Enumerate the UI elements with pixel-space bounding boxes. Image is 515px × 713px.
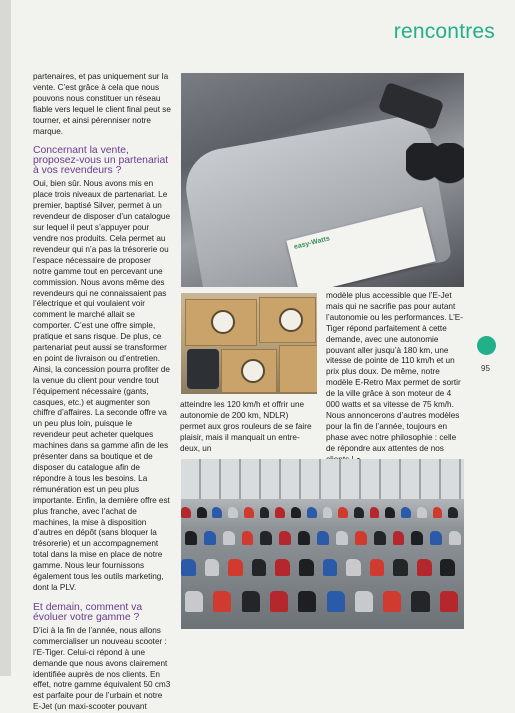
shipping-box xyxy=(185,299,257,346)
photo-scooter-keys xyxy=(181,73,464,287)
page-marker-dot xyxy=(477,336,496,355)
page-gutter xyxy=(0,0,11,676)
text-column-3 xyxy=(326,291,464,466)
scooter-icon xyxy=(197,507,207,518)
scooter-icon xyxy=(401,507,411,518)
scooter-icon xyxy=(370,507,380,518)
paragraph: atteindre les 120 km/h et offrir une autonomie de 200 km, NDLR) permet aux gros rouleurs de se faire plaisir, mais il manquait un entre-deux, un xyxy=(180,400,312,453)
page-number: 95 xyxy=(481,364,490,373)
card-brand-logo: easy-Watts xyxy=(293,235,331,251)
scooter-icon xyxy=(323,559,338,576)
brand-logo-icon xyxy=(241,359,265,383)
brand-logo-icon xyxy=(279,308,303,332)
answer-paragraph: Oui, bien sûr. Nous avons mis en place trois niveaux de partenariat. Le premier, baptisé Silver, permet à un revendeur de disposer d’un catalogue sur lequel il peut s’appuyer pour vendre nos produits. Cela permet au revendeur qui n’a pas la trésorerie ou l’espace nécessaire de proposer notre gamme tout en percevant une commission. Nous avons même des revendeurs qui ne connaissaient pas l’électrique et qui voulaient voir comment le marché allait se comporter. C’est une offre simple, pratique et sans risque. De plus, ce partenariat peut aussi se transformer en point de livraison ou d’entretien. Ainsi, la concession pourra profiter de la venue du client pour vendre tout l’équipement nécessaire (gants, casques, etc.) et augmenter son chiffre d’affaires. La seconde offre va un peu plus loin, puisque le revendeur peut acheter quelques machines dans sa gamme afin de les présenter dans sa boutique et de disposer du catalogue afin de répondre à tous les besoins. La rémunération est un peu plus importante. Enfin, la dernière offre est plus franche, avec l’achat de machines, la mise à disposition d’autres en dépôt (sans bloquer la trésorerie) et un accompagnement total dans la mise en place de notre gamme. Nous leur fournissons également tous les outils marketing, dont la PLV. xyxy=(33,179,171,592)
scooter-icon xyxy=(355,531,367,545)
photo-shipping-boxes xyxy=(181,293,317,394)
scooter-icon xyxy=(204,531,216,545)
scooter-icon xyxy=(411,531,423,545)
question-heading: Concernant la vente, proposez-vous un partenariat à vos revendeurs ? xyxy=(33,145,169,177)
scooter-icon xyxy=(244,507,254,518)
scooter-icon xyxy=(393,559,408,576)
shipping-box xyxy=(221,349,277,393)
scooter-icon xyxy=(449,531,461,545)
scooter-icon xyxy=(260,531,272,545)
scooter-icon xyxy=(338,507,348,518)
scooter-icon xyxy=(291,507,301,518)
paragraph: partenaires, et pas uniquement sur la vente. C’est grâce à cela que nous pouvons nous constituer un réseau fiable vers lequel le client final peut se tourner, et ainsi pérenniser notre marque. xyxy=(33,72,171,136)
scooter-icon xyxy=(374,531,386,545)
paragraph xyxy=(326,291,464,466)
scooter-icon xyxy=(275,559,290,576)
scooter-icon xyxy=(430,531,442,545)
scooter-icon xyxy=(354,507,364,518)
scooter-icon xyxy=(242,531,254,545)
scooter-icon xyxy=(307,507,317,518)
scooter-icon xyxy=(448,507,458,518)
scooter-icon xyxy=(411,591,429,612)
scooter-icon xyxy=(346,559,361,576)
scooter-icon xyxy=(336,531,348,545)
shipping-box xyxy=(259,297,316,343)
scooter-icon xyxy=(393,531,405,545)
packed-item xyxy=(187,349,219,389)
scooter-icon xyxy=(355,591,373,612)
scooter-icon xyxy=(270,591,288,612)
scooter-icon xyxy=(440,591,458,612)
scooter-icon xyxy=(385,507,395,518)
scooter-icon xyxy=(370,559,385,576)
scooter-icon xyxy=(317,531,329,545)
scooter-icon xyxy=(279,531,291,545)
scooter-icon xyxy=(213,591,231,612)
photo-warehouse-scooters xyxy=(181,459,464,629)
scooter-icon xyxy=(260,507,270,518)
scooter-icon xyxy=(433,507,443,518)
scooter-icon xyxy=(228,559,243,576)
text-column-1 xyxy=(33,72,171,713)
scooter-icon xyxy=(223,531,235,545)
scooter-icon xyxy=(242,591,260,612)
answer-paragraph: D’ici à la fin de l’année, nous allons commercialiser un nouveau scooter : l’E-Tiger. Celui-ci répond à une demande que nous avons clairement identifiée auprès de nos clients. En effet, notre gamme équivalent 50 cm3 est parfaite pour de l’urbain et notre E-Jet (un maxi-scooter pouvant xyxy=(33,625,171,712)
section-title: rencontres xyxy=(393,20,495,43)
text-column-2 xyxy=(180,400,316,455)
scooter-icon xyxy=(228,507,238,518)
scooter-icon xyxy=(323,507,333,518)
scooter-icon xyxy=(185,531,197,545)
shipping-box xyxy=(279,345,317,393)
scooter-icon xyxy=(417,559,432,576)
scooter-icon xyxy=(275,507,285,518)
scooter-icon xyxy=(298,531,310,545)
warehouse-roof xyxy=(181,459,464,499)
scooter-icon xyxy=(185,591,203,612)
scooter-icon xyxy=(212,507,222,518)
scooter-icon xyxy=(440,559,455,576)
scooter-icon xyxy=(417,507,427,518)
brand-logo-icon xyxy=(211,310,235,334)
question-heading: Et demain, comment va évoluer votre gamme ? xyxy=(33,601,143,623)
scooter-icon xyxy=(205,559,220,576)
sunglasses-icon xyxy=(406,143,464,187)
scooter-icon xyxy=(181,559,196,576)
scooter-icon xyxy=(299,559,314,576)
scooter-icon xyxy=(252,559,267,576)
scooter-icon xyxy=(298,591,316,612)
scooter-icon xyxy=(383,591,401,612)
scooter-icon xyxy=(181,507,191,518)
scooter-icon xyxy=(327,591,345,612)
paragraph-text: modèle plus accessible que l’E-Jet mais qui ne sacrifie pas pour autant l’autonomie ou les performances. L’E-Tiger répond parfaitement à cette demande, avec une autonomie pouvant aller jusqu’à 180 km, une vitesse de pointe de 110 km/h et un prix plus doux. De même, notre modèle E-Retro Max permet de sortir de la ville grâce à son moteur de 4 000 watts et sa vitesse de 75 km/h. Nous annoncerons d’autres modèles pour la fin de l’année, toujours en phase avec notre philosophie : celle de répondre aux attentes de nos xyxy=(326,291,463,453)
